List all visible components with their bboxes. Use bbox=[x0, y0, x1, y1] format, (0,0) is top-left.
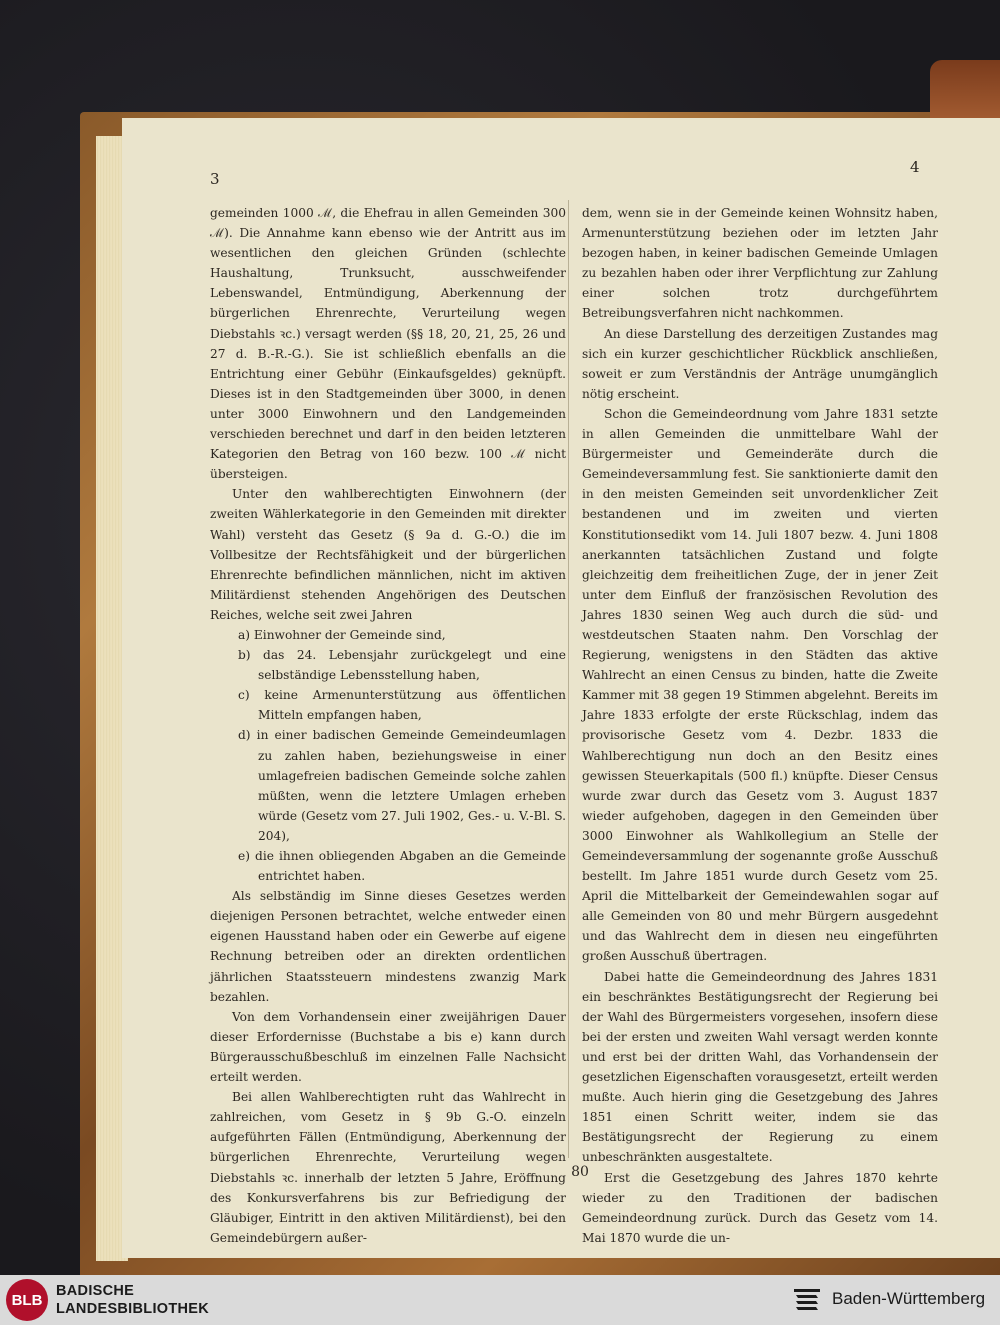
right-text-column bbox=[582, 203, 938, 1248]
left-text-column bbox=[210, 203, 566, 1248]
library-name-line2: LANDESBIBLIOTHEK bbox=[56, 1301, 210, 1317]
list-item: a) Einwohner der Gemeinde sind, bbox=[238, 627, 446, 642]
list-item: c) keine Armenunterstützung aus öffentlichen Mitteln empfangen haben, bbox=[238, 688, 566, 723]
paragraph: Erst die Gesetzgebung des Jahres 1870 kehrte wieder zu den Traditionen der badischen Gemeindeordnung zurück. Durch das Gesetz vom 14. Mai 1870 wurde die un- bbox=[582, 1170, 938, 1245]
paragraph: gemeinden 1000 ℳ, die Ehefrau in allen Gemeinden 300 ℳ). Die Annahme kann ebenso wie der Antritt aus im wesentlichen den gleichen Gründen (schlechte Haushaltung, Trunksucht, ausschweifender Lebenswandel, Entmündigung, Aberkennung der bürgerlichen Ehrenrechte, Verurteilung wegen Diebstahls ꝛc.) versagt werden (§§ 18, 20, 21, 25, 26 und 27 d. B.-R.-G.). Sie ist schließlich ebenfalls an die Entrichtung einer Gebühr (Einkaufsgeldes) geknüpft. Dieses ist in den Stadtgemeinden über 3000, in denen unter 3000 Einwohnern und den Landgemeinden verschieden berechnet und darf in den beiden letzteren Kategorien den Betrag von 160 bezw. 100 ℳ nicht übersteigen. bbox=[210, 206, 566, 482]
right-page-number: 4 bbox=[910, 158, 920, 176]
paragraph: Unter den wahlberechtigten Einwohnern (der zweiten Wählerkategorie in den Gemeinden mit direkter Wahl) versteht das Gesetz (§ 9a d. G.-O.) die im Vollbesitze der Rechtsfähigkeit und der bürgerlichen Ehrenrechte befindlichen männlichen, nicht im aktiven Militärdienst stehenden Angehörigen des Deutschen Reiches, welche seit zwei Jahren bbox=[210, 487, 566, 622]
footer-bar bbox=[0, 1275, 1000, 1325]
column-divider bbox=[568, 200, 569, 1158]
paragraph: Bei allen Wahlberechtigten ruht das Wahlrecht in zahlreichen, vom Gesetz in § 9b G.-O. einzeln aufgeführten Fällen (Entmündigung, Aberkennung der bürgerlichen Ehrenrechte, Verurteilung wegen Diebstahls ꝛc. innerhalb der letzten 5 Jahre, Eröffnung des Konkursverfahrens bis zur Befriedigung der Gläubiger, Eintritt in den aktiven Militärdienst), bei den Gemeindebürgern außer- bbox=[210, 1090, 566, 1245]
library-name[interactable] bbox=[56, 1282, 209, 1318]
folio-number: 80 bbox=[571, 1164, 589, 1180]
list-item: d) in einer badischen Gemeinde Gemeindeumlagen zu zahlen haben, beziehungsweise in einer umlagefreien badischen Gemeinde solche zahlen müßten, wenn die letztere Umlagen erheben würde (Gesetz vom 27. Juli 1902, Ges.- u. V.-Bl. S. 204), bbox=[238, 728, 566, 843]
paragraph: An diese Darstellung des derzeitigen Zustandes mag sich ein kurzer geschichtlicher Rückblick anschließen, soweit er zum Verständnis der Anträge unumgänglich nötig erscheint. bbox=[582, 326, 938, 401]
paragraph: Schon die Gemeindeordnung vom Jahre 1831 setzte in allen Gemeinden die unmittelbare Wahl der Bürgermeister und Gemeinderäte durch die Gemeindeversammlung fest. Sie sanktionierte damit den in den meisten Gemeinden seit unvordenklicher Zeit bestandenen und im zweiten und vierten Konstitutionsedikt vom 14. Juli 1807 bezw. 4. Juni 1808 anerkannten tatsächlichen Zustand und folgte gleichzeitig dem freiheitlichen Zuge, der in jener Zeit unter dem Einfluß der französischen Revolution des Jahres 1830 seinen Weg auch durch die süd- und westdeutschen Staaten nahm. Den Vorschlag der Regierung, wenigstens in den Städten das aktive Wahlrecht an einen Census zu binden, hatte die Zweite Kammer mit 38 gegen 19 Stimmen abgelehnt. Bereits im Jahre 1833 erfolgte der erste Rückschlag, indem das provisorische Gesetz vom 4. Dezbr. 1833 die Wahlberechtigung nun doch an den Besitz eines gewissen Steuerkapitals (500 fl.) knüpfte. Dieser Census wurde zwar durch das Gesetz vom 3. August 1837 wieder aufgehoben, dagegen in den Gemeinden über 3000 Einwohner als Wahlkollegium an Stelle der Gemeindeversammlung der sogenannte große Ausschuß bestellt. Im Jahre 1851 wurde durch Gesetz vom 25. April die Mittelbarkeit der Gemeindewahlen sogar auf alle Gemeinden von 80 und mehr Bürgern ausgedehnt und das Wahlrecht dem in diesen neu eingeführten großen Ausschuß übertragen. bbox=[582, 406, 938, 964]
paragraph: Als selbständig im Sinne dieses Gesetzes werden diejenigen Personen betrachtet, welche entweder einen eigenen Hausstand haben oder ein Gewerbe auf eigene Rechnung betreiben oder an direkten ordentlichen jährlichen Staatssteuern mindestens zwanzig Mark bezahlen. bbox=[210, 889, 566, 1004]
list-item: b) das 24. Lebensjahr zurückgelegt und eine selbständige Lebensstellung haben, bbox=[238, 648, 566, 683]
paragraph: Dabei hatte die Gemeindeordnung des Jahres 1831 ein beschränktes Bestätigungsrecht der Regierung bei der Wahl des Bürgermeisters vorgesehen, insofern diese bei der ersten und zweiten Wahl versagt werden konnte und erst bei der dritten Wahl, das Vorhandensein der gesetzlichen Eigenschaften vorausgesetzt, erteilt werden mußte. Auch hierin ging die Gesetzgebung des Jahres 1851 einen Schritt weiter, indem sie das Bestätigungsrecht der Regierung zu einem unbeschränkten ausgestaltete. bbox=[582, 969, 938, 1165]
list-item: e) die ihnen obliegenden Abgaben an die Gemeinde entrichtet haben. bbox=[238, 849, 566, 884]
paragraph: dem, wenn sie in der Gemeinde keinen Wohnsitz haben, Armenunterstützung beziehen oder im letzten Jahr bezogen haben, in keiner badischen Gemeinde Umlagen zu bezahlen haben oder ihrer Verpflichtung zur Zahlung einer solchen trotz durchgeführtem Betreibungsverfahren nicht nachkommen. bbox=[582, 206, 938, 321]
left-page-number: 3 bbox=[210, 170, 220, 188]
state-name[interactable]: Baden-Württemberg bbox=[832, 1289, 986, 1308]
library-name-line1: BADISCHE bbox=[56, 1283, 135, 1299]
baden-wuerttemberg-lions-icon bbox=[790, 1283, 824, 1317]
paragraph: Von dem Vorhandensein einer zweijährigen Dauer dieser Erfordernisse (Buchstabe a bis e) kann durch Bürgerausschußbeschluß im einzelnen Falle Nachsicht erteilt werden. bbox=[210, 1009, 566, 1085]
blb-logo[interactable]: BLB bbox=[6, 1279, 48, 1321]
